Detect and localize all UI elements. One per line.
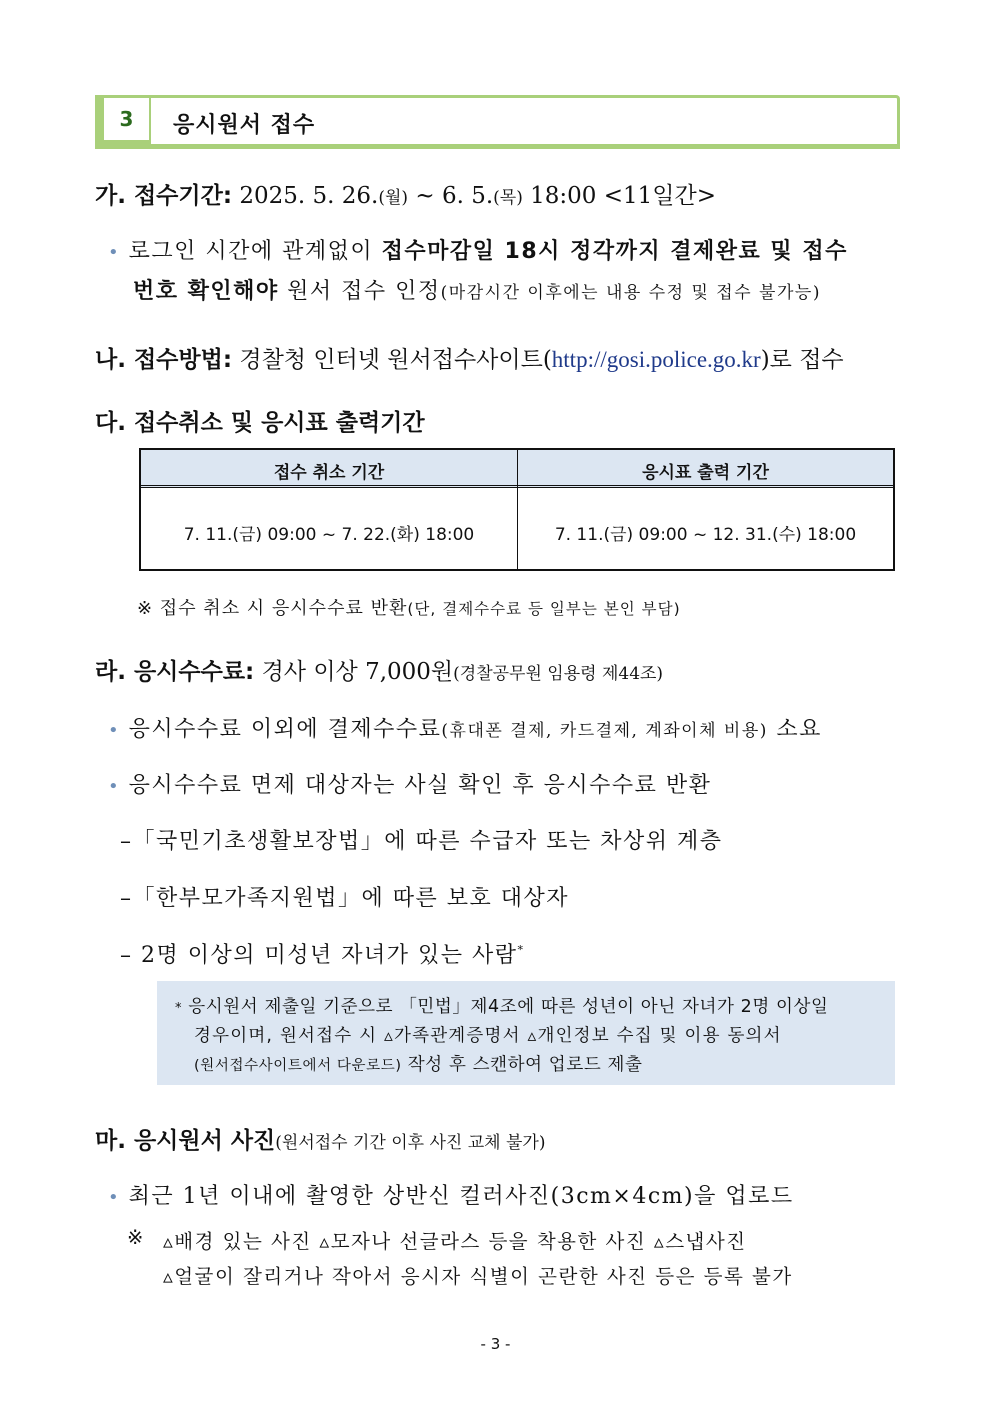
na-heading — [95, 341, 844, 374]
section-header — [95, 95, 900, 149]
ma-bullet — [108, 1179, 794, 1210]
footnote-line2: 경우이며, 원서접수 시 ▵가족관계증명서 ▵개인정보 수집 및 이용 동의서 — [194, 1026, 782, 1046]
ga-bullet-text-c: 번호 확인해야 — [133, 279, 279, 304]
ra-bullet1-c: 소요 — [767, 717, 822, 742]
ga-bullet-text-b: 접수마감일 18시 정각까지 결제완료 및 접수 — [381, 239, 848, 264]
ga-date-start: 2025. 5. 26. — [239, 183, 379, 209]
table-cell-print-period: 7. 11.(금) 09:00 ~ 12. 31.(수) 18:00 — [554, 525, 857, 545]
na-label: 나. 접수방법: — [95, 347, 233, 373]
ra-dash3 — [120, 938, 525, 969]
ga-date-start-day: (월) — [378, 188, 409, 208]
ga-date-end-day: (목) — [493, 188, 523, 208]
ra-label: 라. 응시수수료: — [95, 659, 255, 685]
da-label: 다. 접수취소 및 응시표 출력기간 — [95, 410, 425, 436]
section-title: 응시원서 접수 — [173, 113, 316, 138]
bullet-dot-icon: • — [108, 1187, 121, 1208]
ra-dash1: –「국민기초생활보장법」에 따른 수급자 또는 차상위 계층 — [120, 829, 723, 854]
ga-bullet-line2 — [133, 274, 821, 305]
section-number-box — [95, 95, 151, 149]
ra-text-small: (경찰공무원 임용령 제44조) — [453, 664, 664, 684]
ga-date-end: 6. 5. — [441, 183, 494, 209]
section-number: 3 — [104, 98, 149, 140]
ra-bullet2 — [108, 768, 711, 799]
footnote-line1-text: 응시원서 제출일 기준으로 「민법」제4조에 따른 성년이 아닌 자녀가 2명 이상일 — [188, 997, 829, 1017]
ma-note-line1: ▵배경 있는 사진 ▵모자나 선글라스 등을 착용한 사진 ▵스냅사진 — [163, 1230, 747, 1253]
da-heading — [95, 404, 425, 437]
ma-label: 마. 응시원서 사진 — [95, 1128, 276, 1154]
ga-bullet-text-e: (마감시간 이후에는 내용 수정 및 접수 불가능) — [440, 283, 821, 303]
da-note — [137, 594, 681, 620]
footnote-box — [157, 981, 895, 1085]
footnote-line3 — [194, 1051, 643, 1076]
ra-bullet1-b: (휴대폰 결제, 카드결제, 계좌이체 비용) — [441, 721, 768, 741]
ga-label: 가. 접수기간: — [95, 183, 233, 209]
footnote-line1 — [175, 993, 829, 1018]
ga-time: 18:00 — [530, 183, 597, 209]
ma-note-mark: ※ — [127, 1226, 145, 1249]
na-text-b: )로 접수 — [760, 347, 844, 373]
footnote-line3-text: 작성 후 스캔하여 업로드 제출 — [401, 1055, 643, 1075]
ra-bullet1-a: 응시수수료 이외에 결제수수료 — [128, 717, 442, 742]
ma-label-small: (원서접수 기간 이후 사진 교체 불가) — [275, 1133, 546, 1153]
ma-heading — [95, 1122, 545, 1155]
ra-heading — [95, 653, 663, 686]
table-header-cancel: 접수 취소 기간 — [273, 463, 385, 483]
ga-duration: <11일간> — [603, 183, 717, 209]
bullet-dot-icon: • — [108, 720, 121, 741]
page-number: - 3 - — [480, 1335, 511, 1353]
ra-dash3-star: * — [517, 943, 525, 957]
ra-bullet2-text: 응시수수료 면제 대상자는 사실 확인 후 응시수수료 반환 — [128, 773, 712, 798]
bullet-dot-icon: • — [108, 776, 121, 797]
ra-text: 경사 이상 7,000원 — [254, 659, 454, 685]
ga-tilde: ~ — [415, 183, 435, 209]
ra-bullet1 — [108, 712, 822, 743]
ma-bullet-text: 최근 1년 이내에 촬영한 상반신 컬러사진(3cm×4cm)을 업로드 — [128, 1184, 794, 1209]
ra-dash2: –「한부모가족지원법」에 따른 보호 대상자 — [120, 886, 570, 911]
table-cell-cancel-period: 7. 11.(금) 09:00 ~ 7. 22.(화) 18:00 — [183, 525, 475, 545]
ma-note-line2: ▵얼굴이 잘리거나 작아서 응시자 식별이 곤란한 사진 등은 등록 불가 — [163, 1265, 793, 1288]
ga-bullet-text-a: 로그인 시간에 관계없이 — [128, 239, 382, 264]
footnote-star: * — [175, 1001, 183, 1016]
bullet-dot-icon: • — [108, 242, 121, 263]
ga-heading — [95, 177, 716, 210]
na-text-a: 경찰청 인터넷 원서접수사이트( — [232, 347, 552, 373]
da-note-text-b: (단, 결제수수료 등 일부는 본인 부담) — [407, 600, 681, 618]
na-url-link[interactable]: http://gosi.police.go.kr — [551, 347, 761, 372]
section-underline — [95, 144, 900, 149]
schedule-table — [139, 448, 895, 571]
ga-bullet-text-d: 원서 접수 인정 — [278, 279, 441, 304]
da-note-text-a: ※ 접수 취소 시 응시수수료 반환 — [137, 598, 408, 619]
ra-dash3-text: – 2명 이상의 미성년 자녀가 있는 사람 — [120, 943, 518, 968]
ga-bullet-line1 — [108, 234, 848, 265]
table-header-print: 응시표 출력 기간 — [642, 463, 769, 483]
footnote-line3-small: (원서접수사이트에서 다운로드) — [194, 1058, 402, 1074]
